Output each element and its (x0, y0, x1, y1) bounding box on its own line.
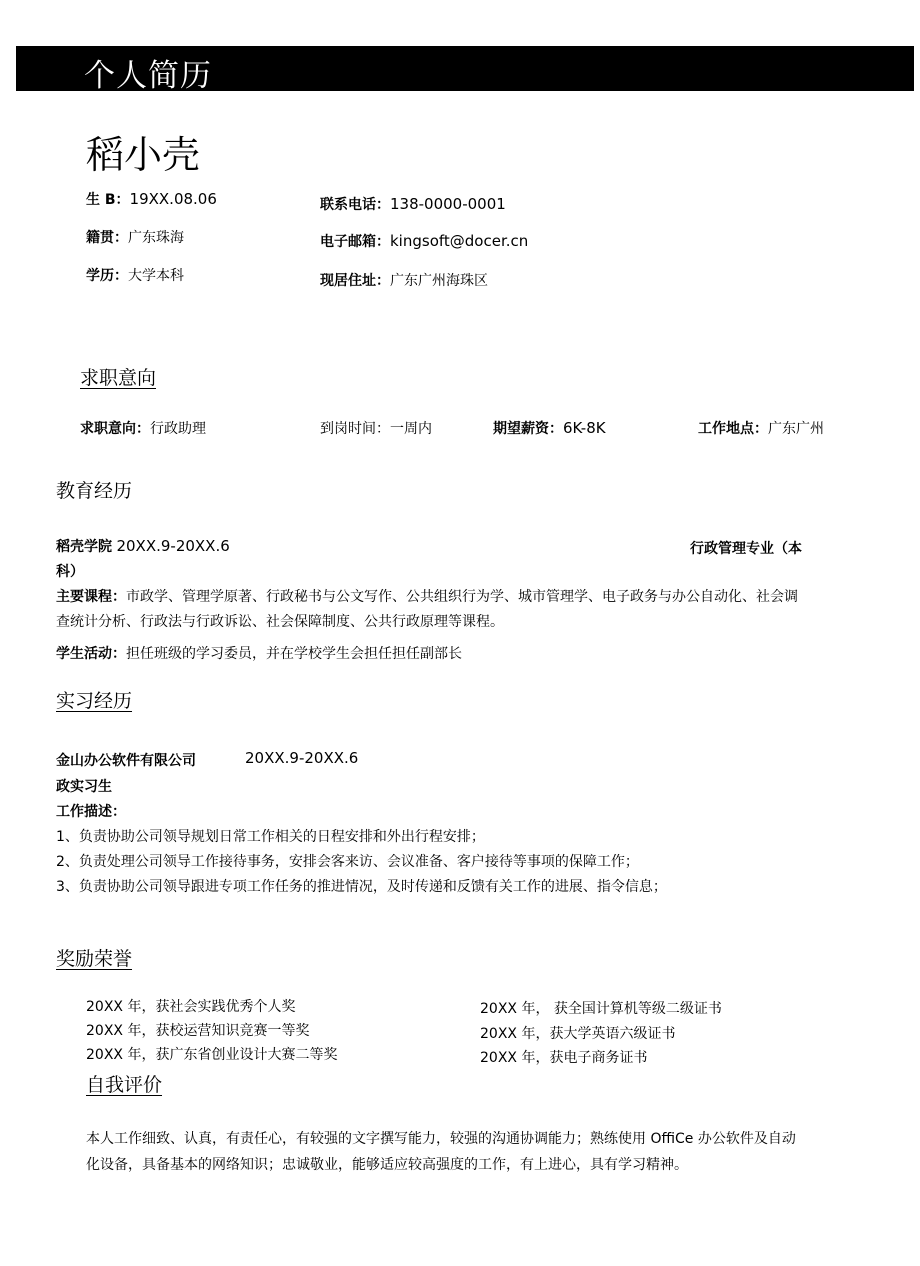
award-item: 20XX 年， 获全国计算机等级二级证书 (480, 1001, 722, 1017)
job-intent-label: 求职意向： (80, 421, 150, 437)
work-desc-label: 工作描述： (56, 804, 126, 820)
duty-item: 1、负责协助公司领导规划日常工作相关的日程安排和外出行程安排； (56, 829, 485, 845)
salary-row (493, 418, 606, 438)
self-eval-line-2: 化设备，具备基本的网络知识；忠诚敬业，能够适应较高强度的工作，有上进心，具有学习精神。 (86, 1157, 688, 1173)
courses-label: 主要课程： (56, 589, 126, 605)
origin-value: 广东珠海 (128, 230, 184, 246)
company-name: 金山办公软件有限公司 (56, 753, 196, 769)
email-label: 电子邮箱： (320, 234, 390, 250)
salary-value: 6K-8K (563, 419, 606, 437)
work-location-row (698, 418, 824, 438)
internship-role: 政实习生 (56, 779, 112, 795)
major-line-1: 行政管理专业（本 (690, 541, 802, 557)
education-level-value: 大学本科 (128, 268, 184, 284)
activity-label: 学生活动： (56, 646, 126, 662)
arrival-time: 到岗时间：一周内 (320, 421, 432, 437)
phone-row (320, 194, 506, 214)
education-school-row (56, 536, 230, 556)
award-item: 20XX 年，获校运营知识竞赛一等奖 (86, 1023, 310, 1039)
self-eval-line-1: 本人工作细致、认真，有责任心，有较强的文字撰写能力，较强的沟通协调能力；熟练使用 OffiCe 办公软件及自动 (86, 1131, 796, 1147)
award-item: 20XX 年，获大学英语六级证书 (480, 1026, 676, 1042)
job-intent-heading: 求职意向 (80, 367, 157, 389)
awards-heading: 奖励荣誉 (56, 948, 133, 970)
birth-row (86, 189, 217, 209)
duty-item: 2、负责处理公司领导工作接待事务，安排会客来访、会议准备、客户接待等事项的保障工作； (56, 854, 639, 870)
internship-period: 20XX.9-20XX.6 (245, 749, 359, 767)
activity-row (56, 643, 462, 663)
email-row (320, 231, 528, 251)
internship-heading: 实习经历 (56, 690, 133, 712)
phone-label: 联系电话： (320, 197, 390, 213)
email-value: kingsoft@docer.cn (390, 232, 529, 250)
school-name: 稻壳学院 (56, 539, 112, 555)
school-period: 20XX.9-20XX.6 (116, 537, 230, 555)
courses-line-1 (56, 586, 798, 606)
address-label: 现居住址： (320, 273, 390, 289)
award-item: 20XX 年，获社会实践优秀个人奖 (86, 999, 296, 1015)
education-heading: 教育经历 (56, 480, 133, 502)
education-level-row (86, 265, 184, 285)
origin-row (86, 227, 184, 247)
work-location-value: 广东广州 (768, 421, 824, 437)
job-intent-value: 行政助理 (150, 421, 206, 437)
origin-label: 籍贯： (86, 230, 128, 246)
work-location-label: 工作地点： (698, 421, 768, 437)
activity-value: 担任班级的学习委员，并在学校学生会担任担任副部长 (126, 646, 462, 662)
self-eval-heading: 自我评价 (86, 1074, 163, 1096)
address-row (320, 270, 488, 290)
birth-label: 生 B： (86, 192, 130, 208)
courses-line-2: 查统计分析、行政法与行政诉讼、社会保障制度、公共行政原理等课程。 (56, 614, 504, 630)
address-value: 广东广州海珠区 (390, 273, 488, 289)
education-level-label: 学历： (86, 268, 128, 284)
candidate-name: 稻小壳 (86, 133, 201, 177)
resume-title: 个人简历 (84, 58, 212, 94)
major-line-2: 科） (56, 564, 84, 580)
header-banner (16, 46, 914, 94)
phone-value: 138-0000-0001 (390, 195, 506, 213)
salary-label: 期望薪资： (493, 421, 563, 437)
birth-value: 19XX.08.06 (129, 190, 217, 208)
courses-text-1: 市政学、管理学原著、行政秘书与公文写作、公共组织行为学、城市管理学、电子政务与办公自动化、社会调 (126, 589, 798, 605)
job-intent-row (80, 418, 206, 438)
award-item: 20XX 年，获广东省创业设计大赛二等奖 (86, 1047, 338, 1063)
duty-item: 3、负责协助公司领导跟进专项工作任务的推进情况，及时传递和反馈有关工作的进展、指令信息； (56, 879, 667, 895)
award-item: 20XX 年，获电子商务证书 (480, 1050, 648, 1066)
